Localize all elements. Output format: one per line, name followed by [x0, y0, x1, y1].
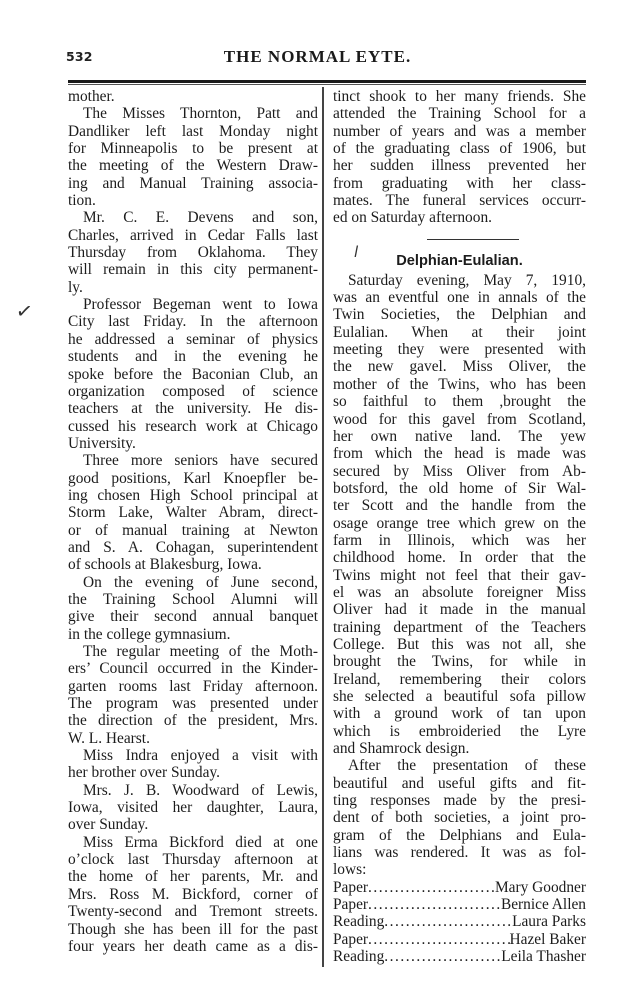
- text-line: training department of the Teachers: [333, 618, 586, 636]
- text-line: or of manual training at Newton: [68, 521, 318, 539]
- program-person: Leila Thasher: [501, 948, 586, 966]
- text-line: cussed his research work at Chicago: [68, 417, 318, 435]
- obituary-continuation: [333, 88, 586, 227]
- text-line: Mr. C. E. Devens and son,: [83, 209, 318, 227]
- text-line: Charles, arrived in Cedar Falls last: [68, 226, 318, 244]
- text-line: Saturday evening, May 7, 1910,: [348, 271, 586, 289]
- program-item: Paper: [333, 878, 369, 896]
- text-line: the home of her parents, Mr. and: [68, 868, 318, 886]
- dot-leader: [368, 931, 509, 948]
- text-line: so faithful to them ,brought the: [333, 393, 586, 411]
- text-line: the Training School Alumni will: [68, 590, 318, 608]
- dot-leader: [368, 879, 495, 896]
- text-line: spoke before the Baconian Club, an: [68, 365, 318, 383]
- text-line: will remain in this city permanent-: [68, 261, 318, 279]
- text-line: of the graduating class of 1906, but: [333, 140, 586, 158]
- program-item: Paper: [333, 930, 369, 948]
- program-row: [333, 931, 586, 948]
- program-item: Paper: [333, 896, 369, 914]
- text-line: farm in Illinois, which was her: [333, 531, 586, 549]
- text-line: wood for this gavel from Scotland,: [333, 410, 586, 428]
- header-rule-thin: [68, 84, 586, 85]
- dot-leader: [368, 896, 501, 913]
- text-line: mother.: [68, 88, 115, 105]
- text-line: the direction of the president, Mrs.: [68, 712, 318, 730]
- text-line: botsford, the old home of Sir Wal-: [333, 479, 586, 497]
- text-line: for Minneapolis to be present at: [68, 140, 318, 158]
- text-line: with a ground work of tan upon: [333, 705, 586, 723]
- program-person: Hazel Baker: [509, 930, 586, 948]
- text-line: Mrs. Ross M. Bickford, corner of: [68, 885, 318, 903]
- text-line: The program was presented under: [68, 695, 318, 713]
- text-line: ing and Manual Training associa-: [68, 174, 318, 192]
- text-line: Ireland, remembering their colors: [333, 670, 586, 688]
- text-line: On the evening of June second,: [83, 573, 318, 591]
- text-line: over Sunday.: [68, 816, 149, 834]
- text-line: Twins might not feel that their gav-: [333, 566, 586, 584]
- section-heading: Delphian-Eulalian.: [396, 252, 523, 269]
- delphian-eulalian-article: [333, 272, 586, 879]
- text-line: ed on Saturday afternoon.: [333, 209, 492, 227]
- text-line: gram of the Delphians and Eula-: [333, 826, 586, 844]
- right-column: [333, 88, 586, 966]
- text-line: tion.: [68, 192, 96, 210]
- text-line: the new gavel. Miss Oliver, the: [333, 358, 586, 376]
- text-line: The regular meeting of the Moth-: [83, 643, 318, 660]
- text-line: osage orange tree which grew on the: [333, 514, 586, 532]
- text-line: University.: [68, 434, 136, 452]
- text-line: he addressed a seminar of physics: [68, 330, 318, 348]
- text-line: Thursday from Oklahoma. They: [68, 244, 318, 262]
- text-line: Miss Erma Bickford died at one: [83, 833, 318, 851]
- text-line: After the presentation of these: [348, 757, 586, 775]
- text-line: ers’ Council occurred in the Kinder-: [68, 660, 318, 678]
- header-rule: [68, 80, 586, 83]
- program-item: Reading: [333, 948, 385, 966]
- text-line: she selected a beautiful sofa pillow: [333, 688, 586, 705]
- text-line: tinct shook to her many friends. She: [333, 88, 586, 105]
- checkmark-icon: ✓: [14, 297, 35, 325]
- text-line: o’clock last Thursday afternoon at: [68, 851, 318, 869]
- text-line: Oliver had it made in the manual: [333, 601, 586, 619]
- text-line: her sudden illness prevented her: [333, 157, 586, 175]
- text-line: brought the Twins, for while in: [333, 653, 586, 671]
- column-divider: [322, 87, 324, 967]
- text-line: Eulalian. When at their joint: [333, 323, 586, 341]
- text-line: secured by Miss Oliver from Ab-: [333, 462, 586, 480]
- text-line: Professor Begeman went to Iowa: [83, 296, 318, 314]
- text-line: four years her death came as a dis-: [68, 937, 318, 955]
- program-item: Reading: [333, 913, 385, 931]
- text-line: ly.: [68, 278, 83, 296]
- program-row: [333, 879, 586, 896]
- text-line: teachers at the university. He dis-: [68, 400, 318, 418]
- program-person: Mary Goodner: [494, 878, 586, 896]
- text-line: Twenty-second and Tremont streets.: [68, 903, 318, 921]
- text-line: garten rooms last Friday afternoon.: [68, 677, 318, 695]
- page-number: 532: [66, 49, 93, 64]
- text-line: Iowa, visited her daughter, Laura,: [68, 799, 318, 817]
- program-row: [333, 948, 586, 965]
- text-line: of schools at Blakesburg, Iowa.: [68, 556, 262, 574]
- text-line: Miss Indra enjoyed a visit with: [83, 747, 318, 765]
- text-line: mates. The funeral services occurr-: [333, 192, 586, 210]
- text-line: students and in the evening he: [68, 348, 318, 366]
- text-line: in the college gymnasium.: [68, 625, 231, 643]
- text-line: childhood home. In order that the: [333, 549, 586, 567]
- text-line: lians was rendered. It was as fol-: [333, 844, 586, 862]
- section-separator: [333, 227, 586, 253]
- dot-leader: [384, 948, 501, 965]
- text-line: and Shamrock design.: [333, 740, 470, 758]
- text-line: College. But this was not all, she: [333, 635, 586, 653]
- text-line: Twin Societies, the Delphian and: [333, 306, 586, 324]
- text-line: her own native land. The yew: [333, 427, 586, 445]
- text-line: Storm Lake, Walter Abram, direct-: [68, 504, 318, 522]
- text-line: Though she has been ill for the past: [68, 920, 318, 938]
- text-line: which is embroideried the Lyre: [333, 722, 586, 740]
- program-person: Laura Parks: [512, 913, 586, 931]
- program-person: Bernice Allen: [500, 896, 586, 914]
- text-line: and S. A. Cohagan, superintendent: [68, 538, 318, 556]
- text-line: The Misses Thornton, Patt and: [83, 105, 318, 123]
- text-line: mother of the Twins, who has been: [333, 375, 586, 393]
- program-list: [333, 879, 586, 966]
- text-line: W. L. Hearst.: [68, 729, 150, 747]
- text-line: number of years and was a member: [333, 122, 586, 140]
- text-line: good positions, Karl Knoepfler be-: [68, 469, 318, 487]
- text-line: her brother over Sunday.: [68, 764, 221, 782]
- text-line: dent of both societies, a joint pro-: [333, 809, 586, 827]
- text-line: give their second annual banquet: [68, 608, 318, 626]
- text-line: meeting they were presented with: [333, 341, 586, 359]
- page-title: THE NORMAL EYTE.: [223, 47, 412, 66]
- program-row: [333, 913, 586, 930]
- text-line: el was an absolute foreigner Miss: [333, 583, 586, 601]
- text-line: lows:: [333, 861, 367, 879]
- program-row: [333, 896, 586, 913]
- text-line: attended the Training School for a: [333, 105, 586, 123]
- text-line: ting responses made by the presi-: [333, 792, 586, 810]
- text-line: from which the head is made was: [333, 445, 586, 463]
- text-line: beautiful and useful gifts and fit-: [333, 774, 586, 792]
- text-line: Mrs. J. B. Woodward of Lewis,: [83, 781, 318, 799]
- text-line: organization composed of science: [68, 382, 318, 400]
- text-line: from graduating with her class-: [333, 174, 586, 192]
- text-line: was an eventful one in annals of the: [333, 289, 586, 307]
- dot-leader: [384, 913, 512, 930]
- text-line: ter Scott and the handle from the: [333, 497, 586, 515]
- text-line: Dandliker left last Monday night: [68, 122, 318, 140]
- text-line: ing chosen High School principal at: [68, 486, 318, 504]
- text-line: Three more seniors have secured: [83, 452, 318, 470]
- handwritten-mark-icon: l: [354, 243, 359, 261]
- text-line: the meeting of the Western Draw-: [68, 157, 318, 175]
- text-line: City last Friday. In the afternoon: [68, 313, 318, 331]
- left-column: [68, 88, 318, 955]
